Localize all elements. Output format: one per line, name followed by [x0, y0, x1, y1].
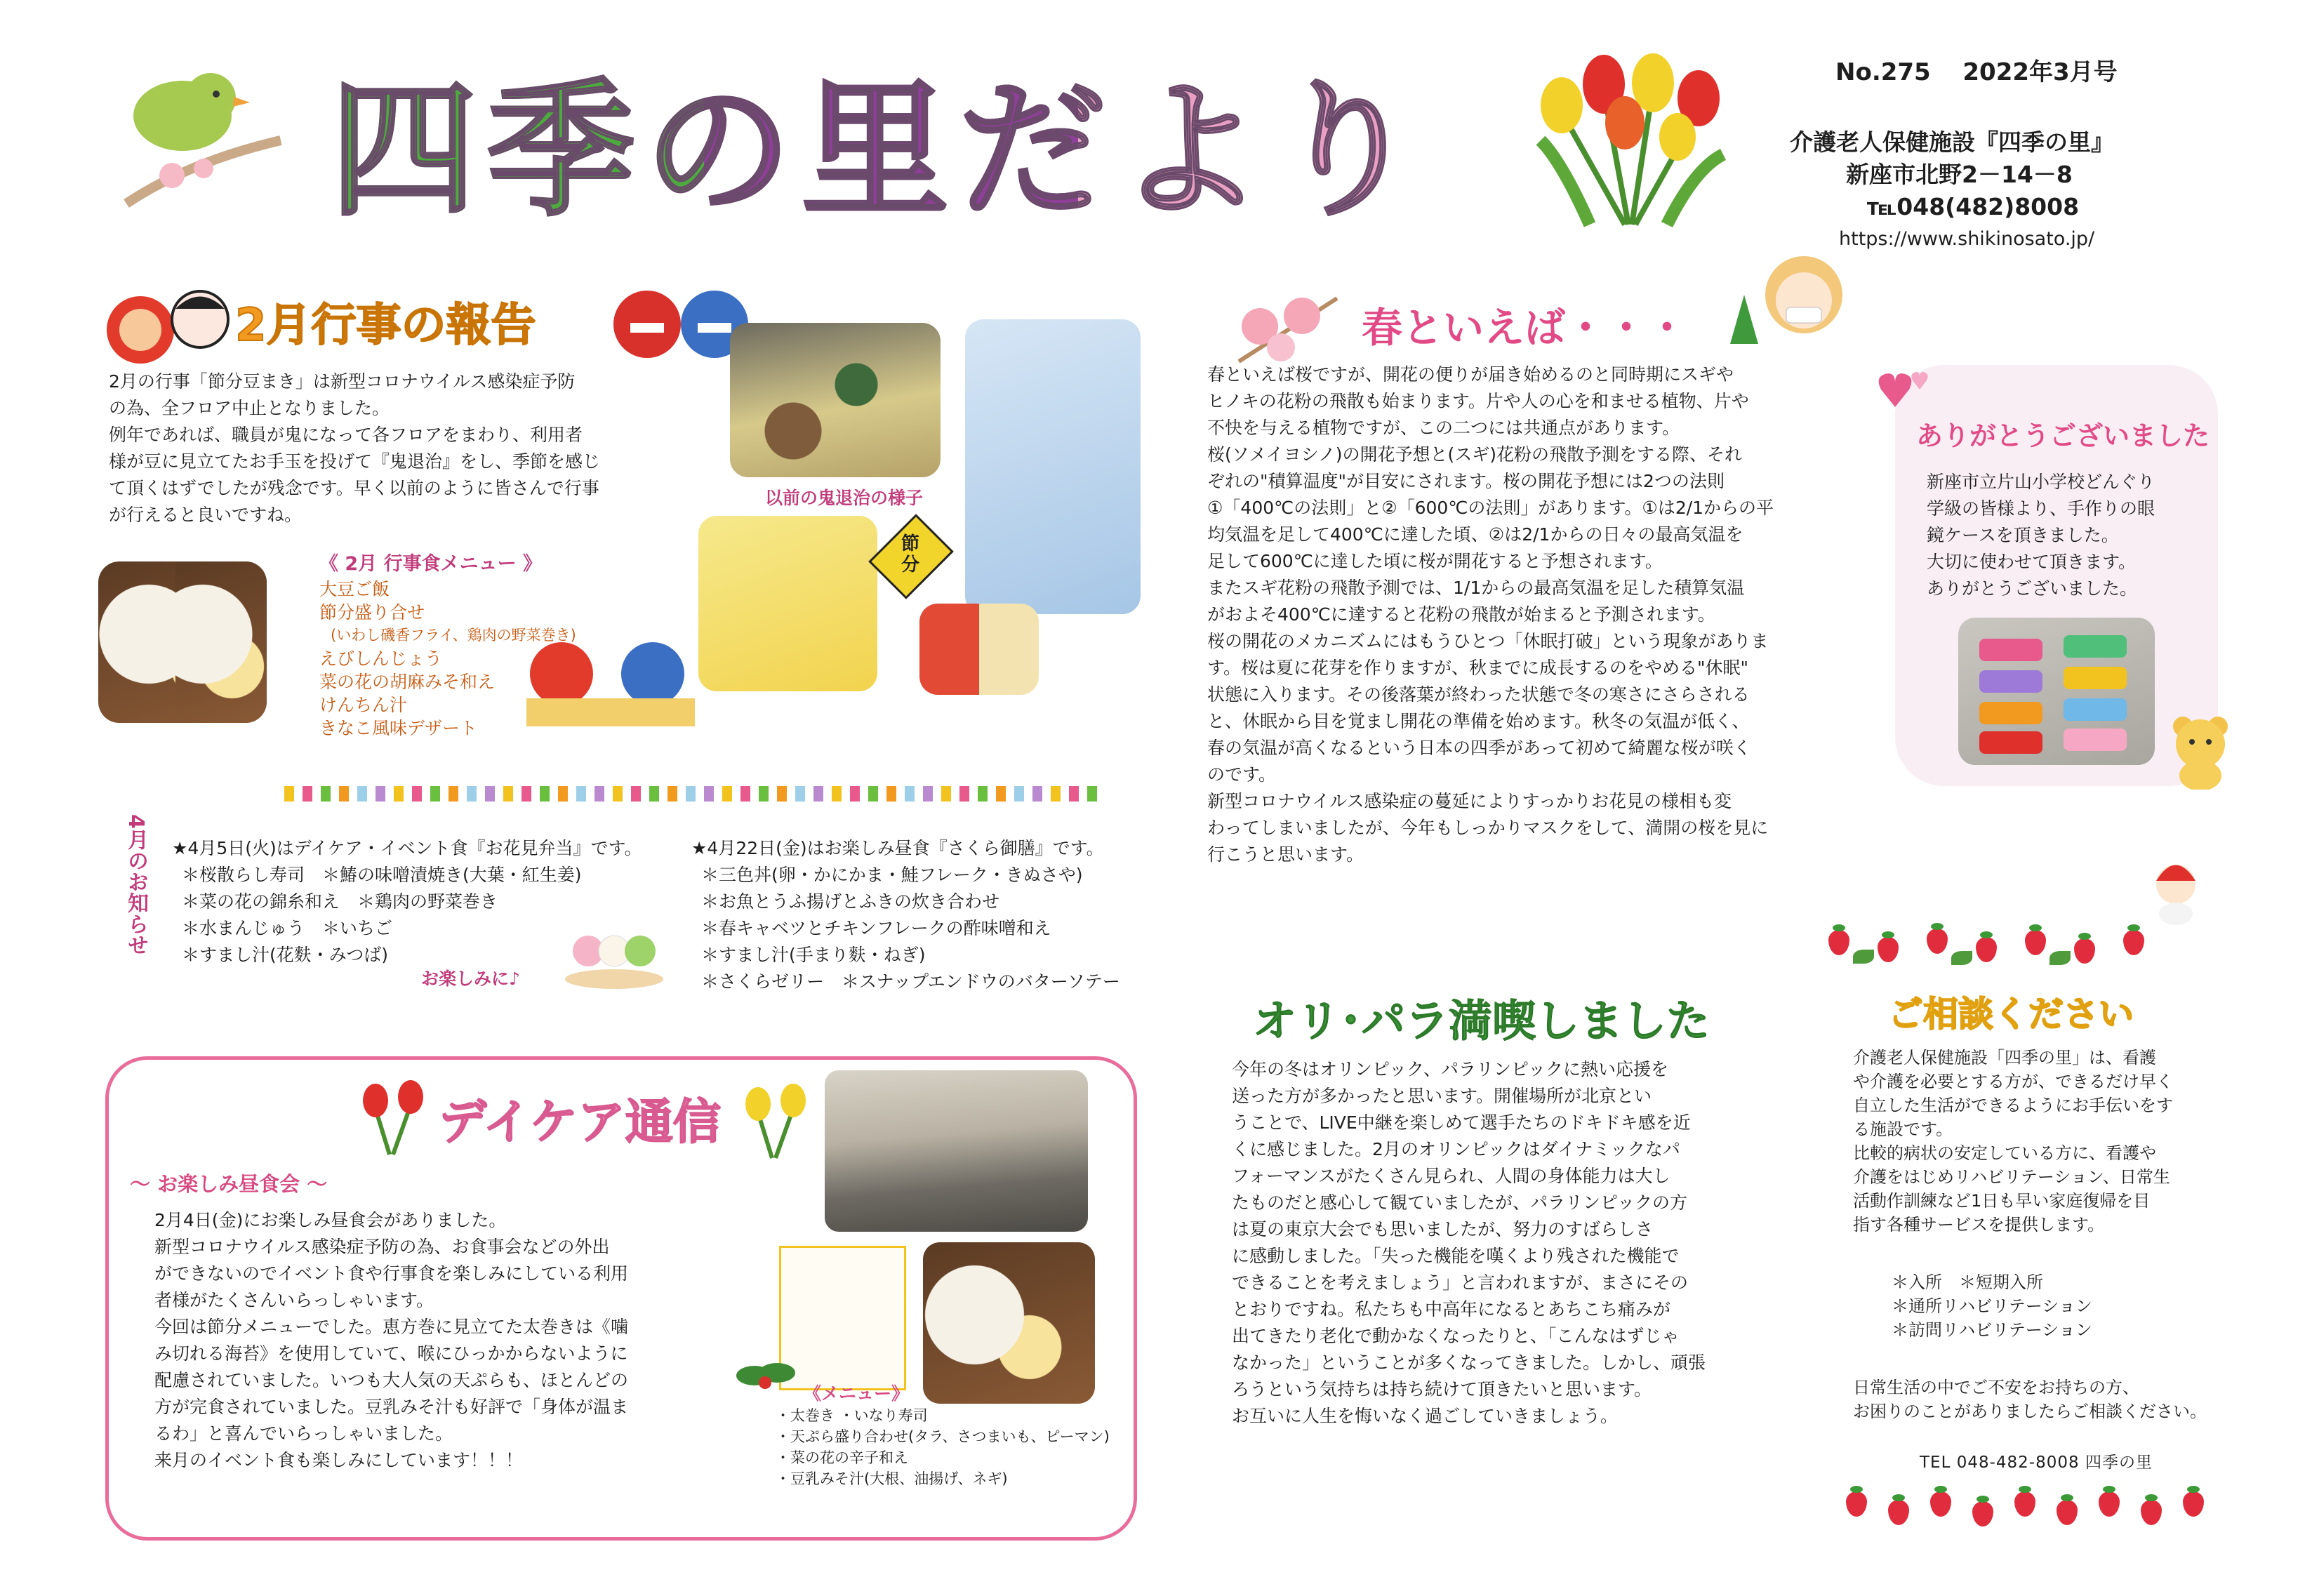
spring-line: す。桜は夏に花芽を作りますが、秋までに成長するのをやめる"休眠": [1207, 658, 1749, 678]
thanks-line: 鏡ケースを頂きました。: [1927, 525, 2119, 545]
consult-closing-line: お困りのことがありましたらご相談ください。: [1853, 1402, 2207, 1421]
daycare-menu-item: ・菜の花の辛子和え: [776, 1449, 908, 1466]
tulip-bouquet-icon: [1520, 49, 1744, 232]
consult-services: [1892, 1270, 2228, 1342]
olympics-body: [1232, 1056, 1821, 1430]
daycare-line: み切れる海苔》を使用していて、喉にひっかからないように: [154, 1343, 628, 1364]
april-enjoy-text: お楽しみに♪: [421, 969, 520, 989]
olympics-line: ろうという気持ちは持ち続けて頂きたいと思います。: [1232, 1379, 1652, 1399]
sakura-icon: [1225, 284, 1344, 368]
footer-tel: TEL 048-482-8008 四季の里: [1920, 1454, 2153, 1472]
spring-line: と、休眠から目を覚まし開花の準備を始めます。秋冬の気温が低く、: [1207, 711, 1750, 731]
issue-date: 2022年3月号: [1962, 58, 2118, 86]
header: [0, 0, 2312, 274]
daycare-line: ができないのでイベント食や行事食を楽しみにしている利用: [154, 1263, 629, 1284]
april-right-list: [691, 862, 1169, 995]
decoration-photo-faces: [919, 604, 1039, 695]
olympics-line: とおりですね。私たちも中高年になるとあちこち痛みが: [1232, 1299, 1671, 1319]
event-menu-title: 《 2月 行事食メニュー 》: [319, 553, 542, 575]
april-left-item: ＊水まんじゅう ＊いちご: [182, 918, 393, 938]
report-line: が行えると良いですね。: [109, 505, 303, 525]
event-menu-item: (いわし磯香フライ、鶏肉の野菜巻き): [331, 627, 576, 644]
consult-line: る施設です。: [1853, 1119, 1953, 1139]
daycare-menu-item: ・天ぷら盛り合わせ(タラ、さつまいも、ピーマン): [776, 1428, 1110, 1445]
olympics-line: に感動しました。「失った機能を嘆くより残された機能で: [1232, 1246, 1680, 1266]
daycare-line: 今回は節分メニューでした。恵方巻に見立てた太巻きは《噛: [154, 1317, 629, 1337]
daycare-title: デイケア通信: [439, 1095, 721, 1150]
consult-closing-line: 日常生活の中でご不安をお持ちの方、: [1853, 1378, 2139, 1397]
olympics-title: オリ･パラ満喫しました: [1253, 995, 1710, 1046]
bird-icon: [105, 56, 288, 211]
tulip-icon: [354, 1074, 432, 1158]
consult-closing: [1853, 1376, 2274, 1423]
decoration-photo-blue: [965, 319, 1141, 614]
thanks-line: ありがとうございました。: [1927, 578, 2138, 599]
april-left-head: ★4月5日(火)はデイケア・イベント食『お花見弁当』です。: [172, 838, 642, 858]
spring-line: がおよそ400℃に達すると花粉の飛散が始まると予測されます。: [1207, 604, 1715, 625]
facility-url[interactable]: https://www.shikinosato.jp/: [1839, 228, 2095, 250]
event-menu-item: えびしんじょう: [319, 649, 443, 669]
daycare-line: 配慮されていました。いつも大人気の天ぷらも、ほとんどの: [154, 1370, 629, 1390]
olympics-line: フォーマンスがたくさん見られ、人間の身体能力は大し: [1232, 1166, 1670, 1186]
daycare-subtitle: ～ お楽しみ昼食会 ～: [130, 1172, 328, 1196]
thanks-title: ありがとうございました: [1916, 420, 2210, 451]
april-side-label: 4月のお知らせ: [124, 814, 148, 955]
consult-service-item: ＊通所リハビリテーション: [1892, 1296, 2092, 1316]
event-menu-item: けんちん汁: [319, 695, 408, 715]
olympics-line: は夏の東京大会でも思いましたが、努力のすばらしさ: [1232, 1219, 1654, 1239]
hearts-icon: [1874, 358, 1937, 421]
consult-service-item: ＊入所 ＊短期入所: [1892, 1272, 2043, 1292]
thanks-line: 大切に使わせて頂きます。: [1927, 552, 2137, 572]
event-meal-photo-right: [175, 561, 267, 723]
spring-line: 足して600℃に達した頃に桜が開花すると予想されます。: [1207, 551, 1663, 571]
spring-line: 新型コロナウイルス感染症の蔓延によりすっかりお花見の様相も変: [1207, 791, 1732, 811]
dango-icon: [562, 916, 667, 993]
april-right-notice: [691, 835, 1169, 995]
daycare-line: 新型コロナウイルス感染症予防の為、お食事会などの外出: [154, 1237, 610, 1257]
consult-line: や介護を必要とする方が、できるだけ早く: [1853, 1072, 2173, 1091]
consult-body: [1853, 1046, 2274, 1237]
setsubun-label: 節分: [901, 533, 919, 576]
april-right-item: ＊お魚とうふ揚げとふきの炊き合わせ: [701, 891, 1000, 912]
page-title: [330, 67, 1430, 235]
thanks-line: 新座市立片山小学校どんぐり: [1927, 472, 2155, 492]
daycare-line: 来月のイベント食も楽しみにしています！！！: [154, 1450, 524, 1470]
olympics-line: 送った方が多かったと思います。開催場所が北京とい: [1232, 1086, 1652, 1106]
spring-line: 桜の開花のメカニズムにはもうひとつ「休眠打破」という現象がありま: [1207, 631, 1769, 651]
daycare-body: [154, 1207, 786, 1474]
consult-line: 自立した生活ができるようにお手伝いをす: [1853, 1096, 2173, 1115]
oni-taiji-photo: [730, 323, 941, 477]
spring-title: 春といえば・・・: [1362, 304, 1688, 352]
report-line: 2月の行事「節分豆まき」は新型コロナウイルス感染症予防: [109, 371, 576, 392]
event-menu-item: きなこ風味デザート: [319, 718, 478, 738]
spring-line: 均気温を足して400℃に達した頃、②は2/1からの日々の最高気温を: [1207, 524, 1743, 545]
daycare-line: るわ」と喜んでいらっしゃいました。: [154, 1423, 453, 1444]
spring-line: ヒノキの花粉の飛散も始まります。片や人の心を和ませる植物、片や: [1207, 391, 1749, 411]
olympics-line: 今年の冬はオリンピック、パラリンピックに熱い応援を: [1232, 1059, 1669, 1079]
yellow-tulip-icon: [737, 1077, 814, 1162]
decoration-photo-yellow: [698, 516, 877, 691]
glasses-case-photo: [1958, 618, 2155, 765]
daycare-line: 方が完食されていました。豆乳みそ汁も好評で「身体が温ま: [154, 1397, 629, 1417]
spring-line: またスギ花粉の飛散予測では、1/1からの最高気温を足した積算気温: [1207, 578, 1745, 598]
daycare-line: 2月4日(金)にお楽しみ昼食会がありました。: [154, 1210, 507, 1230]
facility-info: [1790, 126, 2281, 255]
april-left-item: ＊すまし汁(花麩・みつば): [182, 945, 389, 965]
olympics-line: くに感じました。2月のオリンピックはダイナミックなパ: [1232, 1139, 1680, 1159]
spring-line: 桜(ソメイヨシノ)の開花予想と(スギ)花粉の飛散予測をする際、それ: [1207, 444, 1743, 465]
report-line: 例年であれば、職員が鬼になって各フロアをまわり、利用者: [109, 425, 583, 445]
daycare-menu-title: 《メニュー》: [804, 1383, 910, 1404]
report-line: 様が豆に見立てたお手玉を投げて『鬼退治』をし、季節を感じ: [109, 451, 601, 472]
report-body: [109, 368, 719, 528]
consult-service-item: ＊訪問リハビリテーション: [1892, 1320, 2092, 1340]
april-right-item: ＊すまし汁(手まり麩・ねぎ): [701, 945, 926, 965]
report-line: の為、全フロア中止となりました。: [109, 398, 390, 418]
spring-line: 春といえば桜ですが、開花の便りが届き始めるのと同時期にスギや: [1207, 364, 1734, 385]
daycare-line: 者様がたくさんいらっしゃいます。: [154, 1290, 434, 1310]
olympics-line: うことで、LIVE中継を楽しめて選手たちのドキドキ感を近: [1232, 1112, 1691, 1133]
facility-tel: ℡048(482)8008: [1867, 193, 2080, 220]
strawberry-garland: [1814, 916, 2179, 979]
april-left-item: ＊菜の花の錦糸和え ＊鶏肉の野菜巻き: [182, 891, 498, 912]
consult-line: 介護をはじめリハビリテーション、日常生: [1853, 1167, 2170, 1187]
daycare-meal-photo: [923, 1242, 1095, 1404]
oni-mask-icon: [98, 281, 239, 379]
spring-line: 行こうと思います。: [1207, 844, 1364, 865]
spring-line: ぞれの"積算温度"が目安にされます。桜の開花予想には2つの法則: [1207, 471, 1725, 491]
consult-line: 活動作訓練など1日も早い家庭復帰を目: [1853, 1191, 2151, 1211]
report-line: て頂くはずでしたが残念です。早く以前のように皆さんで行事: [109, 478, 599, 498]
issue-number: No.275: [1835, 58, 1931, 86]
glasses-cases-icon: [1958, 618, 2155, 765]
bear-icon: [2165, 712, 2235, 790]
daycare-menu-item: ・太巻き ・いなり寿司: [776, 1407, 928, 1424]
april-left-item: ＊桜散らし寿司 ＊鰆の味噌漬焼き(大葉・紅生姜): [182, 865, 582, 885]
thanks-body: [1927, 469, 2207, 602]
strawberry-fairy-icon: [2134, 849, 2218, 926]
olympics-line: お互いに人生を悔いなく過ごしていきましょう。: [1232, 1406, 1619, 1426]
consult-line: 比較的病状の安定している方に、看護や: [1853, 1143, 2156, 1163]
daycare-room-photo: [825, 1070, 1088, 1232]
olympics-line: たものだと感心して観ていましたが、パラリンピックの方: [1232, 1192, 1688, 1213]
spring-line: 不快を与える植物ですが、この二つには共通点があります。: [1207, 418, 1680, 438]
daycare-menu-item: ・豆乳みそ汁(大根、油揚げ、ネギ): [776, 1470, 1008, 1487]
spring-body: [1207, 361, 1853, 868]
april-right-item: ＊三色丼(卵・かにかま・鮭フレーク・きぬさや): [701, 865, 1083, 885]
daycare-menu-card: [779, 1246, 906, 1390]
consult-title: ご相談ください: [1888, 994, 2134, 1035]
daycare-menu-list: [776, 1405, 1141, 1489]
facility-name: 介護老人保健施設『四季の里』: [1790, 128, 2114, 156]
event-menu-item: 大豆ご飯: [319, 579, 390, 599]
event-menu-item: 菜の花の胡麻みそ和え: [319, 672, 496, 692]
color-dot-divider: [284, 786, 1162, 807]
page-title-text: 四季の里だより: [330, 65, 1431, 237]
april-right-head: ★4月22日(金)はお楽しみ昼食『さくら御膳』です。: [691, 838, 1104, 858]
event-menu-item: 節分盛り合せ: [319, 602, 425, 623]
spring-line: 春の気温が高くなるという日本の四季があって初めて綺麗な桜が咲く: [1207, 738, 1751, 758]
report-title: 2月行事の報告: [235, 300, 536, 352]
consult-line: 介護老人保健施設「四季の里」は、看護: [1853, 1048, 2156, 1068]
spring-line: ①「400℃の法則」と②「600℃の法則」があります。①は2/1からの平: [1207, 498, 1774, 518]
consult-line: 指す各種サービスを提供します。: [1853, 1215, 2105, 1235]
olympics-line: なかった」ということが多くなってきました。しかし、頑張: [1232, 1352, 1706, 1373]
strawberry-row: [1839, 1484, 2232, 1534]
daycare-menu: [776, 1383, 1141, 1489]
spring-line: わってしまいましたが、今年もしっかりマスクをして、満開の桜を見に: [1207, 818, 1769, 838]
olympics-line: できることを考えましょう」と言われますが、まさにその: [1232, 1272, 1689, 1293]
spring-line: のです。: [1207, 764, 1277, 785]
april-right-item: ＊さくらゼリー ＊スナップエンドウのバターソテー: [701, 971, 1120, 992]
olympics-line: 出てきたり老化で動かなくなったりと、「こんなはずじゃ: [1232, 1326, 1680, 1346]
spring-line: 状態に入ります。その後落葉が終わった状態で冬の寒さにさらされる: [1207, 684, 1750, 705]
girl-mask-icon: [1706, 246, 1853, 351]
oni-photo-caption: 以前の鬼退治の様子: [765, 488, 924, 508]
facility-address: 新座市北野2－14－8: [1846, 161, 2073, 188]
april-right-item: ＊春キャベツとチキンフレークの酢味噌和え: [701, 918, 1051, 938]
oni-doll-icon: [512, 632, 709, 730]
issue-info: [1835, 53, 2118, 87]
thanks-line: 学級の皆様より、手作りの眼: [1927, 498, 2155, 519]
